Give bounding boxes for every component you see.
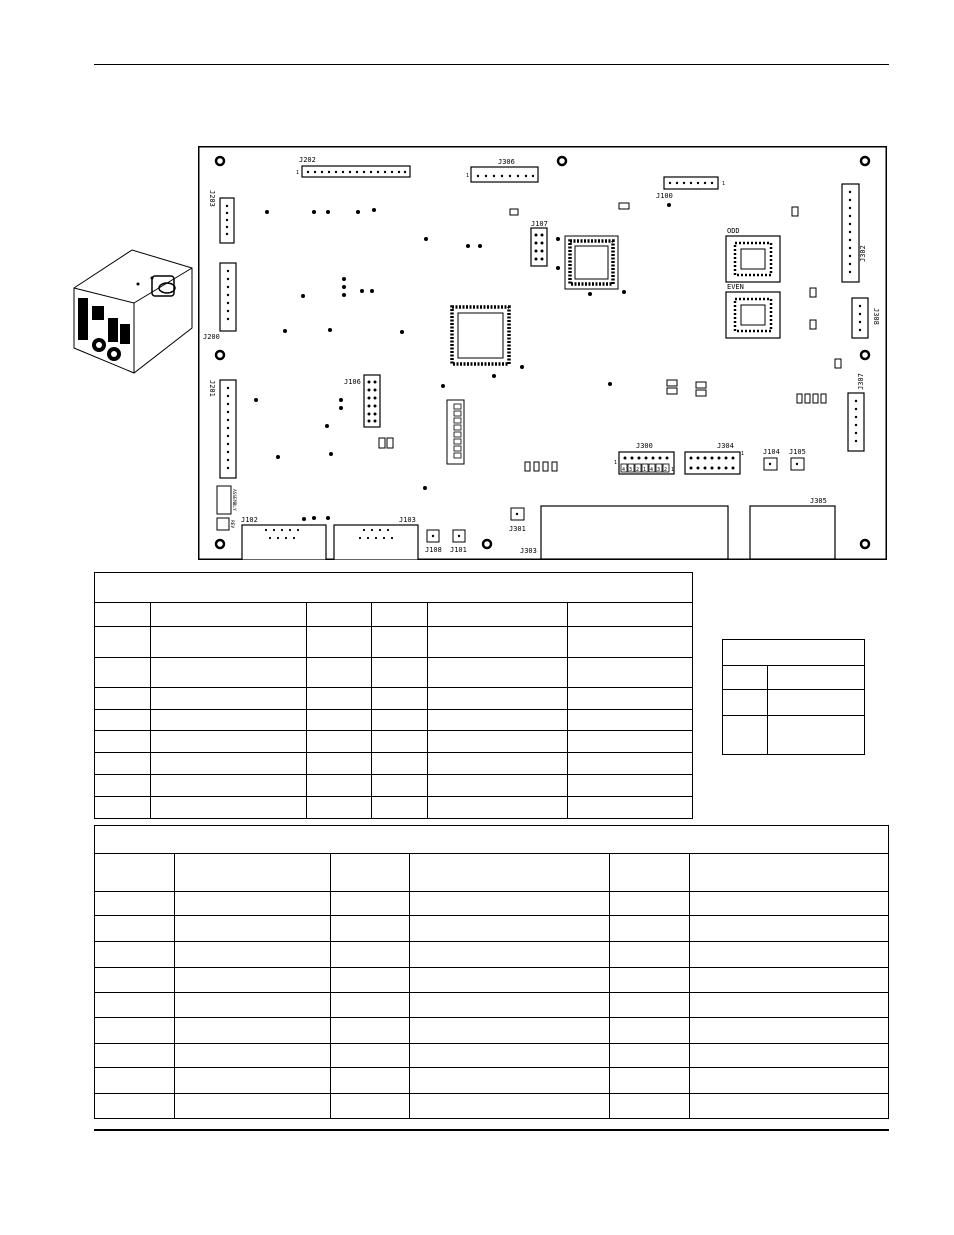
- label-j202: J202: [299, 156, 316, 164]
- board-outline: [199, 147, 887, 560]
- label-j302: J302: [859, 245, 867, 262]
- pin1-j300: 1: [614, 460, 618, 466]
- label-j301: J301: [509, 525, 526, 533]
- pin1-j202: 1: [296, 170, 300, 176]
- label-j101: J101: [450, 546, 467, 554]
- label-j201: J201: [208, 380, 216, 397]
- label-j200: J200: [203, 333, 220, 341]
- lower-table: [94, 825, 889, 1119]
- connector-j301: [509, 508, 526, 533]
- pin1-j100: 1: [722, 181, 726, 187]
- label-j103: J103: [399, 516, 416, 524]
- table-row: [95, 1017, 889, 1043]
- connector-j108: [425, 530, 442, 554]
- connector-j107: [531, 220, 548, 266]
- label-j100: J100: [656, 192, 673, 200]
- label-j304: J304: [717, 442, 734, 450]
- small-right-table: [722, 639, 865, 755]
- upper-left-table: [94, 572, 693, 819]
- j300-pin-label: 4: [622, 467, 626, 473]
- table-header-row: [95, 603, 693, 627]
- connector-j101: [450, 530, 467, 554]
- table-title-cell: [95, 573, 693, 603]
- table-row: [95, 627, 693, 658]
- j300-pin-label: 1: [671, 467, 675, 473]
- label-j102: J102: [241, 516, 258, 524]
- label-assembly: ASSEMBLY: [231, 489, 236, 511]
- j300-pin-label: 4: [650, 467, 654, 473]
- table-title-cell: [723, 640, 865, 666]
- label-even: EVEN: [727, 283, 744, 291]
- table-title-cell: [95, 826, 889, 854]
- j300-pin-label: 3: [629, 467, 633, 473]
- label-odd: ODD: [727, 227, 740, 235]
- table-header-row: [723, 666, 865, 690]
- j300-pin-label: 1: [643, 467, 647, 473]
- table-row: [95, 916, 889, 942]
- label-j107: J107: [531, 220, 548, 228]
- j300-pin-label: 2: [664, 467, 668, 473]
- table-row: [723, 716, 865, 755]
- table-row: [95, 797, 693, 819]
- table-row: [95, 775, 693, 797]
- label-j308: J308: [872, 308, 880, 325]
- j300-pin-label: 2: [636, 467, 640, 473]
- label-j305: J305: [810, 497, 827, 505]
- table-header-row: [95, 854, 889, 892]
- label-j306: J306: [498, 158, 515, 166]
- connector-j105: [789, 448, 806, 470]
- label-j303: J303: [520, 547, 537, 555]
- circuit-board-diagram: [198, 146, 887, 560]
- table-row: [95, 658, 693, 688]
- table-row: [95, 942, 889, 968]
- plasma-unit-illustration: [72, 248, 194, 378]
- dip-switch: [447, 400, 464, 464]
- header-rule: [94, 64, 889, 65]
- table-row: [95, 710, 693, 731]
- table-row: [95, 688, 693, 710]
- j300-pin-label: 3: [657, 467, 661, 473]
- table-row: [95, 1043, 889, 1068]
- connector-j303: [520, 506, 728, 559]
- table-row: [95, 1094, 889, 1119]
- label-j203: J203: [208, 190, 216, 207]
- pin1-j304: 1: [741, 451, 745, 457]
- table-row: [95, 992, 889, 1017]
- table-row: [95, 891, 889, 916]
- pin1-j306: 1: [466, 173, 470, 179]
- label-j307: J307: [857, 373, 865, 390]
- label-j105: J105: [789, 448, 806, 456]
- footer-rule: [94, 1129, 889, 1131]
- table-row: [95, 753, 693, 775]
- table-row: [95, 731, 693, 753]
- table-row: [95, 1068, 889, 1094]
- label-j300: J300: [636, 442, 653, 450]
- connector-j104: [763, 448, 780, 470]
- label-j104: J104: [763, 448, 780, 456]
- table-row: [95, 968, 889, 993]
- assembly-marking: [217, 486, 237, 530]
- qfp-chip-main: [452, 307, 509, 364]
- label-j106: J106: [344, 378, 361, 386]
- table-row: [723, 690, 865, 716]
- connector-j305: [750, 497, 835, 559]
- label-j108: J108: [425, 546, 442, 554]
- label-rev: REV: [229, 520, 234, 529]
